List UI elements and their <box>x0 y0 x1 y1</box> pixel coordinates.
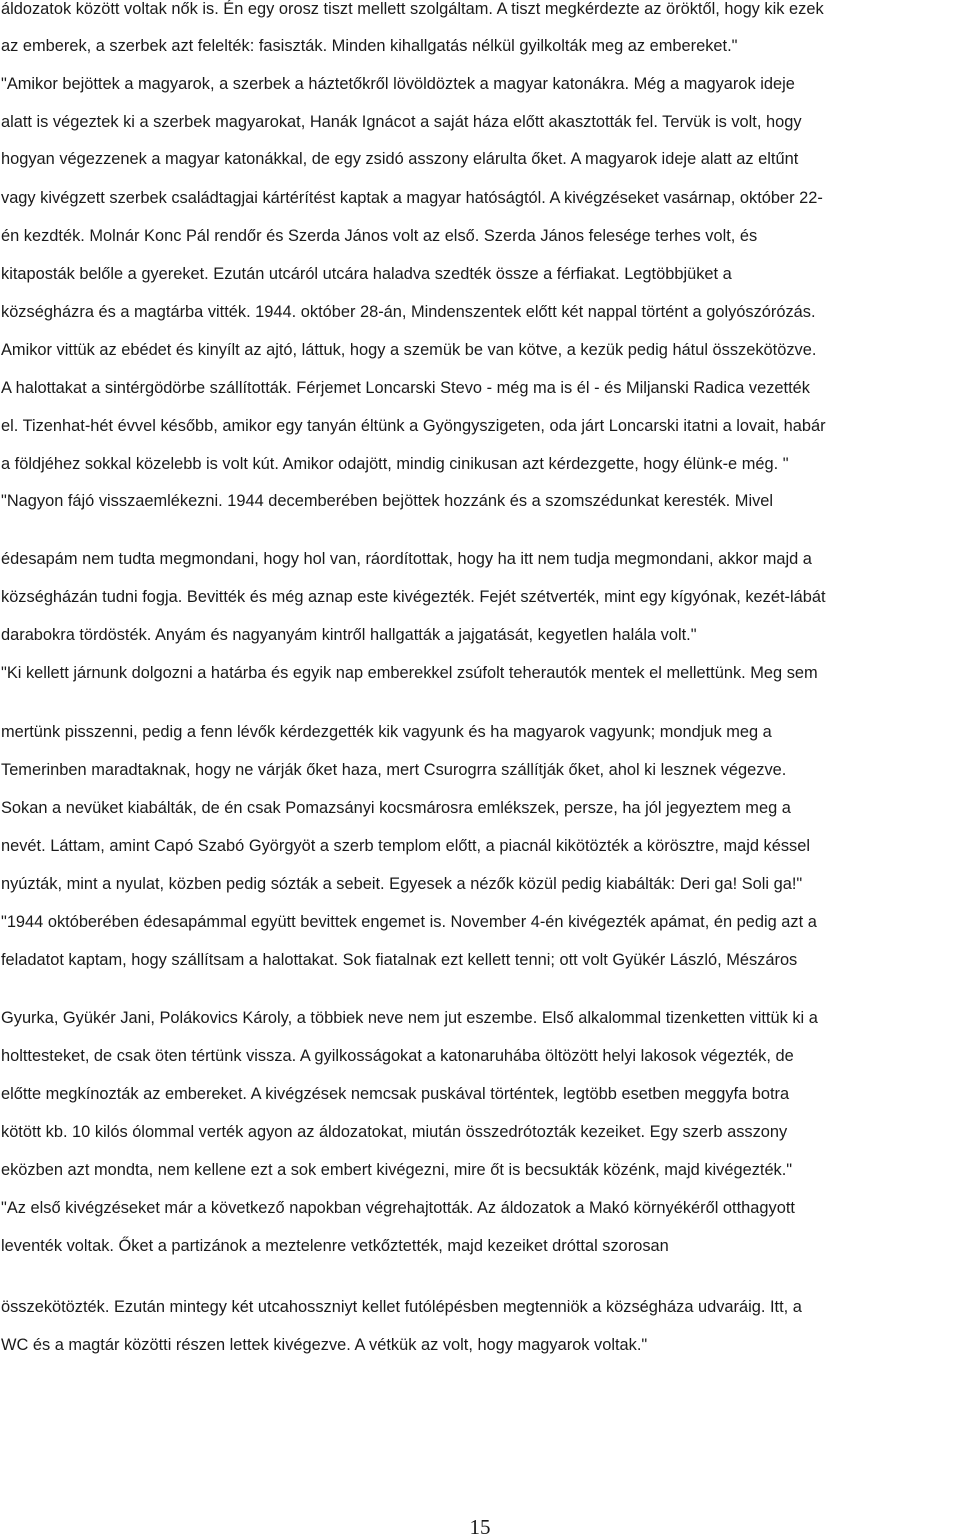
text-line: nevét. Láttam, amint Capó Szabó Györgyöt a szerb templom előtt, a piacnál kikötözték a körösztre, majd késsel <box>1 837 810 855</box>
text-line: eközben azt mondta, nem kellene ezt a sok embert kivégezni, mire őt is becsukták közénk, majd kivégezték." <box>1 1161 793 1179</box>
text-line: Amikor vittük az ebédet és kinyílt az ajtó, láttuk, hogy a szemük be van kötve, a kezük pedig hátul összekötözve. <box>1 341 817 359</box>
text-line: Gyurka, Gyükér Jani, Polákovics Károly, a többiek neve nem jut eszembe. Első alkalommal tizenketten vittük ki a <box>1 1009 818 1027</box>
text-line: az emberek, a szerbek azt felelték: fasiszták. Minden kihallgatás nélkül gyilkolták meg az embereket." <box>1 37 738 55</box>
text-line: Sokan a nevüket kiabálták, de én csak Pomazsányi kocsmárosra emlékszek, persze, ha jól jegyeztem meg a <box>1 799 791 817</box>
text-line: vagy kivégzett szerbek családtagjai kártérítést kaptak a magyar hatóságtól. A kivégzéseket vasárnap, október 22- <box>1 189 823 207</box>
text-line: "Nagyon fájó visszaemlékezni. 1944 decemberében bejöttek hozzánk és a szomszédunkat keresték. Mivel <box>1 492 774 510</box>
text-line: előtte megkínozták az embereket. A kivégzések nemcsak puskával történtek, legtöbb esetben meggyfa botra <box>1 1085 790 1103</box>
text-line: feladatot kaptam, hogy szállítsam a halottakat. Sok fiatalnak ezt kellett tenni; ott volt Gyükér László, Mészáros <box>1 951 798 969</box>
text-line: édesapám nem tudta megmondani, hogy hol van, ráordítottak, hogy ha itt nem tudja megmondani, akkor majd a <box>1 550 812 568</box>
text-line: holttesteket, de csak öten tértünk vissza. A gyilkosságokat a katonaruhába öltözött helyi lakosok végezték, de <box>1 1047 794 1065</box>
text-line: "Az első kivégzéseket már a következő napokban végrehajtották. Az áldozatok a Makó környékéről otthagyott <box>1 1199 795 1217</box>
text-line: alatt is végeztek ki a szerbek magyarokat, Hanák Ignácot a saját háza előtt akasztották fel. Tervük is volt, hogy <box>1 113 802 131</box>
page-number: 15 <box>469 1515 491 1539</box>
text-line: mertünk pisszenni, pedig a fenn lévők kérdezgették kik vagyunk és ha magyarok vagyunk; mondjuk meg a <box>1 723 772 741</box>
text-line: kitaposták belőle a gyereket. Ezután utcáról utcára haladva szedték össze a férfiakat. Legtöbbjüket a <box>1 265 732 283</box>
text-line: "Ki kellett járnunk dolgozni a határba és egyik nap emberekkel zsúfolt teherautók mentek el mellettünk. Meg sem <box>1 664 818 682</box>
text-line: darabokra tördösték. Anyám és nagyanyám kintről hallgatták a jajgatását, kegyetlen halála volt." <box>1 626 697 644</box>
text-line: községházán tudni fogja. Bevitték és még aznap este kivégezték. Fejét szétverték, mint egy kígyónak, kezét-lábát <box>1 588 826 606</box>
text-line: kötött kb. 10 kilós ólommal verték agyon az áldozatokat, miután összedrótozták kezeiket. Egy szerb asszony <box>1 1123 788 1141</box>
text-line: én kezdték. Molnár Konc Pál rendőr és Szerda János volt az első. Szerda János felesége terhes volt, és <box>1 227 758 245</box>
text-line: A halottakat a sintérgödörbe szállították. Férjemet Loncarski Stevo - még ma is él - és Miljanski Radica vezették <box>1 379 810 397</box>
text-line: a földjéhez sokkal közelebb is volt kút. Amikor odajött, mindig cinikusan azt kérdezgette, hogy élünk-e még. " <box>1 455 789 473</box>
text-line: hogyan végezzenek a magyar katonákkal, de egy zsidó asszony elárulta őket. A magyarok ideje alatt az eltűnt <box>1 150 799 168</box>
text-line: "1944 októberében édesapámmal együtt bevittek engemet is. November 4-én kivégezték apámat, én pedig azt a <box>1 913 817 931</box>
text-line: el. Tizenhat-hét évvel később, amikor egy tanyán éltünk a Gyöngyszigeten, oda járt Loncarski itatni a lovait, habár <box>1 417 826 435</box>
text-line: WC és a magtár közötti részen lettek kivégezve. A vétkük az volt, hogy magyarok voltak." <box>1 1336 648 1354</box>
text-line: összekötözték. Ezután mintegy két utcahosszniyt kellet futólépésben megtenniök a községháza udvaráig. Itt, a <box>1 1298 802 1316</box>
text-line: Temerinben maradtaknak, hogy ne várják őket haza, mert Csurogrra szállítják őket, ahol ki lesznek végezve. <box>1 761 787 779</box>
text-line: nyúzták, mint a nyulat, közben pedig sózták a sebeit. Egyesek a nézők közül pedig kiabálták: Deri ga! Soli ga!" <box>1 875 803 893</box>
text-line: községházra és a magtárba vitték. 1944. október 28-án, Mindenszentek előtt két nappal történt a golyószórózás. <box>1 303 816 321</box>
text-line: leventék voltak. Őket a partizánok a meztelenre vetkőztették, majd kezeiket dróttal szorosan <box>1 1237 669 1255</box>
text-line: "Amikor bejöttek a magyarok, a szerbek a háztetőkről lövöldöztek a magyar katonákra. Még a magyarok ideje <box>1 75 795 93</box>
text-line: áldozatok között voltak nők is. Én egy orosz tiszt mellett szolgáltam. A tiszt megkérdezte az öröktől, hogy kik ezek <box>1 0 824 18</box>
